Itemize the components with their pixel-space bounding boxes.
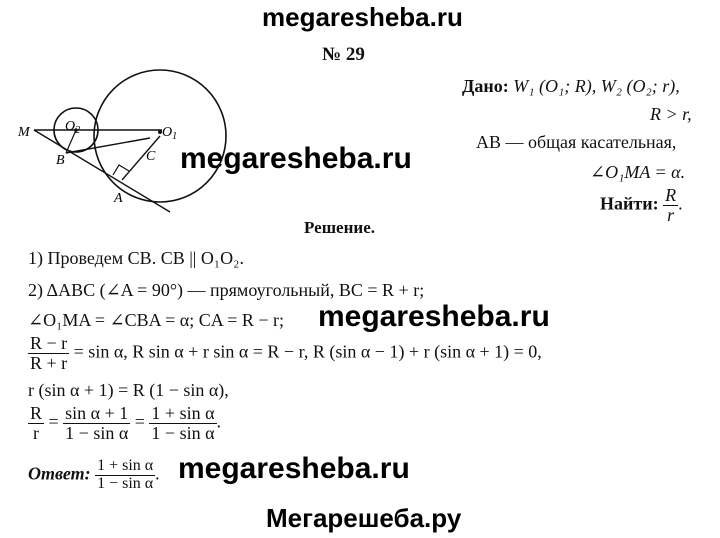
watermark-top: megaresheba.ru xyxy=(262,2,463,32)
given-circles: W₁ (O₁; R), W₂ (O₂; r), xyxy=(513,76,680,96)
label-O2: O xyxy=(65,119,76,134)
given-line-1 xyxy=(462,76,680,97)
label-M: M xyxy=(18,125,30,140)
answer-line: Ответ: $\frac{\text{1 + sin α}}{\text{1 − sin α}}$ . xyxy=(28,457,160,492)
watermark-mid-1: megaresheba.ru xyxy=(180,142,412,175)
label-B: B xyxy=(56,153,65,168)
label-O1: O xyxy=(162,125,173,140)
solution-eq-1 xyxy=(28,334,542,373)
find-fraction: $\frac{R}{r}$ xyxy=(665,185,677,225)
tangent-line xyxy=(34,130,170,212)
given-line-2: R > r, xyxy=(650,104,692,124)
geometry-figure xyxy=(0,60,240,230)
eq1-rest: = sin α, R sin α + r sin α = R − r, R (sin α − 1) + r (sin α + 1) = 0, xyxy=(73,341,542,362)
solution-eq-2: r (sin α + 1) = R (1 − sin α), xyxy=(28,380,229,400)
watermark-bottom: Мегарешеба.ру xyxy=(266,503,462,533)
label-C: C xyxy=(146,149,156,164)
label-O1-sub: 1 xyxy=(172,131,178,142)
solution-heading: Решение. xyxy=(304,218,375,237)
answer-label: Ответ: xyxy=(28,463,91,484)
solution-step-3: ∠O₁MA = ∠CBA = α; CA = R − r; xyxy=(28,310,285,330)
find-label: Найти: xyxy=(600,193,659,214)
label-A: A xyxy=(114,191,123,206)
eq3-rhs: $\frac{\text{1 + sin α}}{\text{1 − sin α}}$ xyxy=(151,403,215,443)
solution-step-2: 2) ΔABC (∠A = 90°) — прямоугольный, BC = R + r; xyxy=(28,280,425,300)
svg-text:O1 xyxy=(162,125,177,142)
line-B-C xyxy=(66,138,150,153)
eq1-fraction: $\frac{R - r}{R + r}$ xyxy=(30,333,68,373)
find-line: Найти: $\frac{R}{r}$ . xyxy=(600,185,683,225)
eq3-lhs: $\frac{R}{r}$ xyxy=(30,403,43,443)
watermark-mid-3: megaresheba.ru xyxy=(178,452,410,485)
given-label: Дано: xyxy=(462,76,509,96)
label-O2-sub: 2 xyxy=(75,125,81,136)
right-angle-mark xyxy=(113,165,129,175)
answer-fraction: $\frac{\text{1 + sin α}}{\text{1 − sin α}}$ xyxy=(97,457,154,492)
eq3-mid: $\frac{\text{sin α + 1}}{\text{1 − sin α}}$ xyxy=(65,403,129,443)
solution-step-1: 1) Проведем CB. CB || O₁O₂. xyxy=(28,248,244,268)
problem-number: № 29 xyxy=(322,44,365,65)
given-line-4: ∠O₁MA = α. xyxy=(590,162,686,182)
svg-text:O2 xyxy=(65,119,80,136)
given-line-3: AB — общая касательная, xyxy=(476,132,677,152)
solution-eq-3: $\frac{R}{r}$ = $\frac{\text{sin α + 1}}{\text{1 − sin α}}$ = $\frac{\text{1 + sin α}}{\text{1 − sin α}}$ . xyxy=(30,403,222,443)
watermark-mid-2: megaresheba.ru xyxy=(318,300,550,333)
